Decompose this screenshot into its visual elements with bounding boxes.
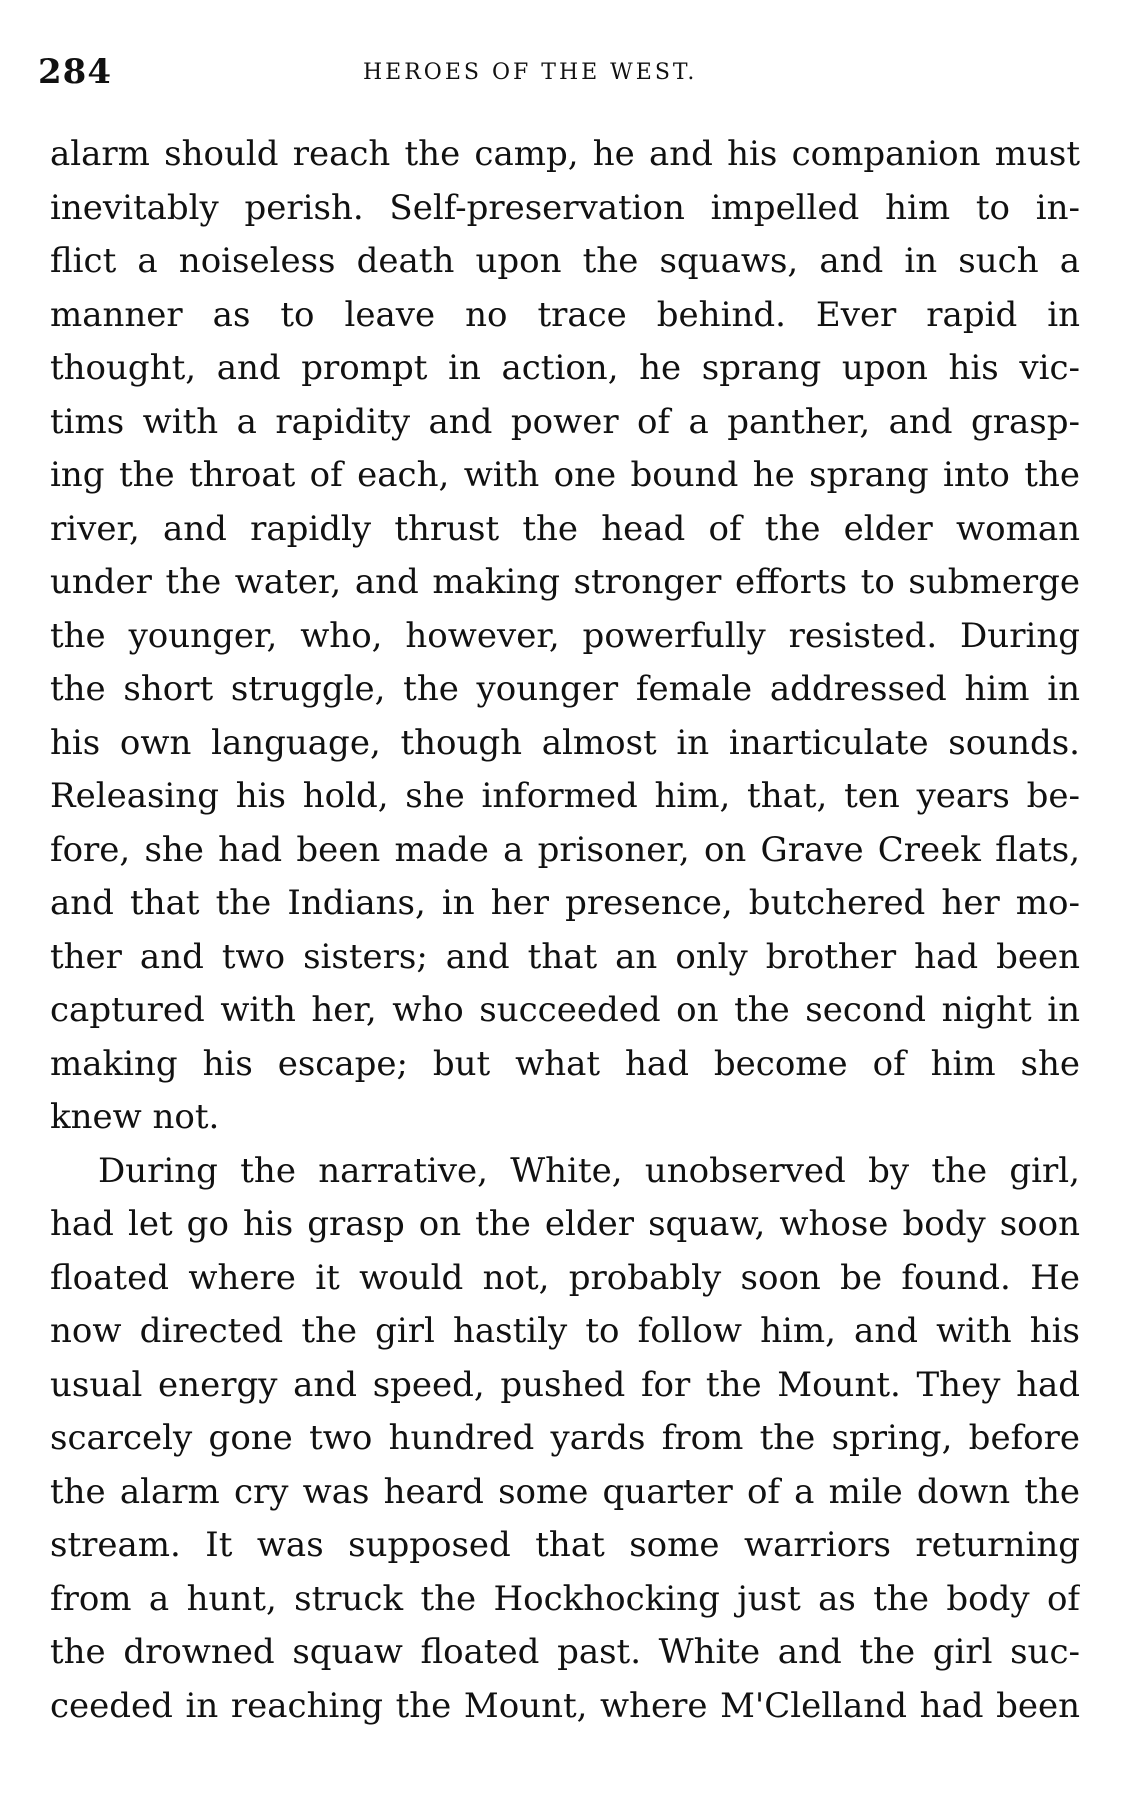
text-line: the short struggle, the younger female addressed him in xyxy=(50,669,1080,709)
text-line: Releasing his hold, she informed him, that, ten years be- xyxy=(50,776,1080,816)
text-line: tims with a rapidity and power of a panther, and grasp- xyxy=(50,401,1080,442)
page-number: 284 xyxy=(38,52,112,92)
text-line: stream. It was supposed that some warriors returning xyxy=(50,1525,1080,1565)
text-line: had let go his grasp on the elder squaw, whose body soon xyxy=(50,1204,1080,1244)
text-line: alarm should reach the camp, he and his companion must xyxy=(50,134,1080,174)
text-line: now directed the girl hastily to follow him, and with his xyxy=(50,1311,1080,1351)
text-line: scarcely gone two hundred yards from the spring, before xyxy=(50,1418,1080,1458)
text-line: knew not. xyxy=(50,1097,220,1137)
text-line: usual energy and speed, pushed for the Mount. They had xyxy=(50,1364,1080,1405)
text-line: river, and rapidly thrust the head of the elder woman xyxy=(50,508,1080,549)
page-header xyxy=(38,52,1078,102)
text-line: under the water, and making stronger efforts to submerge xyxy=(50,562,1080,602)
text-line: the drowned squaw floated past. White and the girl suc- xyxy=(50,1632,1080,1672)
text-line: the alarm cry was heard some quarter of a mile down the xyxy=(50,1471,1080,1512)
text-line: ing the throat of each, with one bound he sprang into the xyxy=(50,455,1080,495)
text-line: from a hunt, struck the Hockhocking just as the body of xyxy=(50,1578,1080,1619)
text-line: manner as to leave no trace behind. Ever rapid in xyxy=(50,294,1080,335)
body-text xyxy=(50,128,1080,1733)
text-line: ther and two sisters; and that an only brother had been xyxy=(50,936,1080,977)
text-line: and that the Indians, in her presence, butchered her mo- xyxy=(50,883,1080,923)
text-line: ceeded in reaching the Mount, where M'Clelland had been xyxy=(50,1685,1080,1726)
text-line: flict a noiseless death upon the squaws, and in such a xyxy=(50,241,1080,281)
text-line: his own language, though almost in inarticulate sounds. xyxy=(50,722,1080,763)
text-line: thought, and prompt in action, he sprang upon his vic- xyxy=(50,348,1080,388)
text-line: inevitably perish. Self-preservation impelled him to in- xyxy=(50,187,1080,228)
text-line: fore, she had been made a prisoner, on Grave Creek flats, xyxy=(50,829,1080,870)
text-line: making his escape; but what had become of him she xyxy=(50,1043,1080,1084)
text-line: floated where it would not, probably soon be found. He xyxy=(50,1257,1080,1298)
text-line: the younger, who, however, powerfully resisted. During xyxy=(50,615,1080,656)
paragraph-first-line: During the narrative, White, unobserved by the girl, xyxy=(98,1150,1080,1191)
running-head: HEROES OF THE WEST. xyxy=(363,60,698,85)
text-line: captured with her, who succeeded on the second night in xyxy=(50,990,1080,1030)
